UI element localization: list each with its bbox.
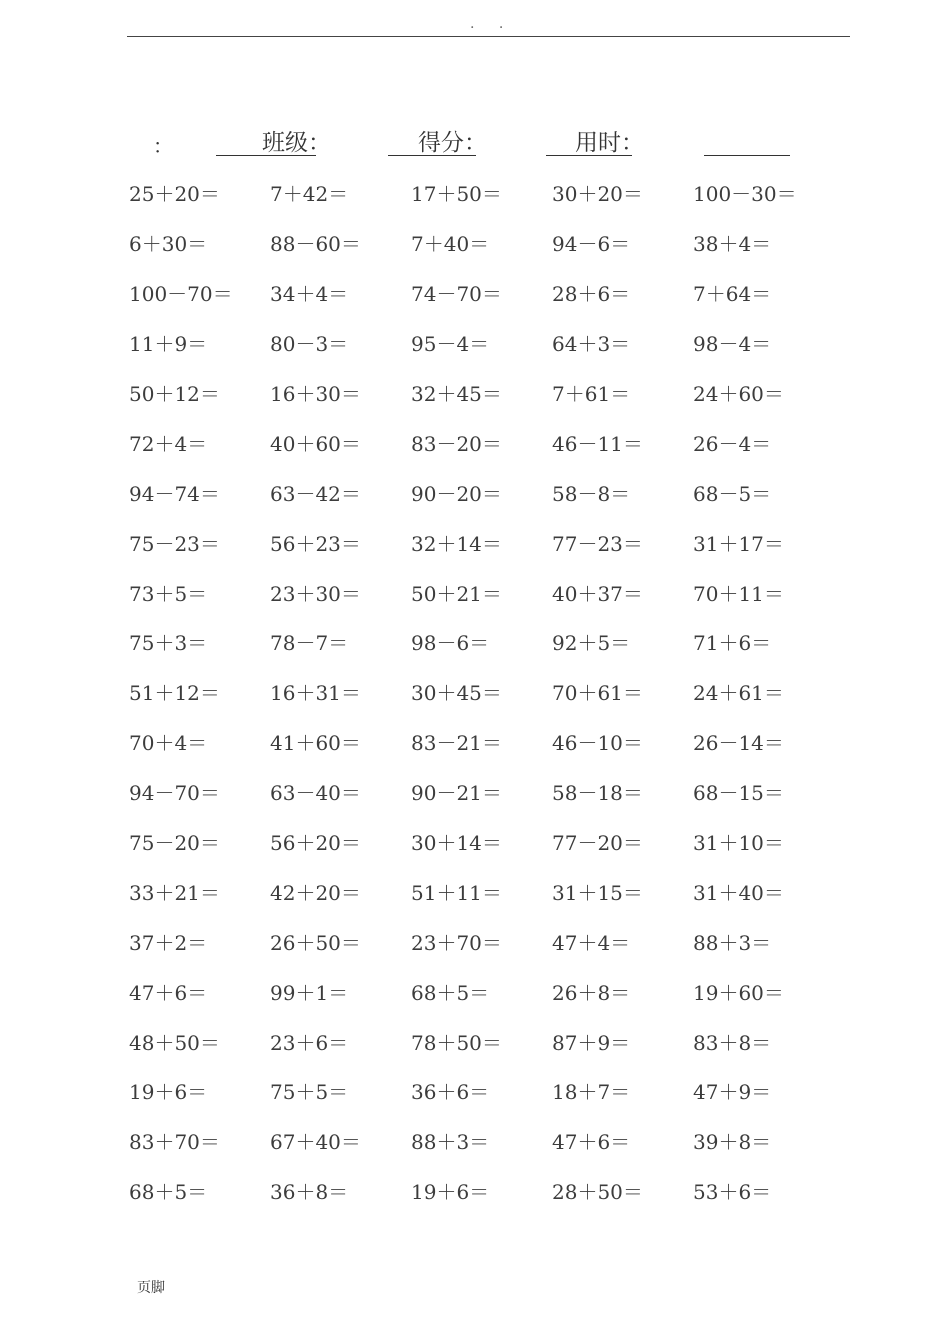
math-problem: 46－10＝ xyxy=(552,731,643,756)
header-dots: . . xyxy=(470,16,514,32)
math-problem: 80－3＝ xyxy=(270,332,349,357)
page-footer: 页脚 xyxy=(137,1280,165,1296)
math-problem: 94－70＝ xyxy=(129,781,220,806)
class-label: 班级： xyxy=(262,130,331,156)
math-problem: 36＋8＝ xyxy=(270,1180,349,1205)
math-problem: 38＋4＝ xyxy=(693,232,772,257)
math-problem: 7＋40＝ xyxy=(411,232,490,257)
math-problem: 28＋6＝ xyxy=(552,282,631,307)
math-problem: 87＋9＝ xyxy=(552,1030,631,1055)
math-problem: 7＋42＝ xyxy=(270,182,349,207)
math-problem: 18＋7＝ xyxy=(552,1080,631,1105)
math-problem: 24＋60＝ xyxy=(693,382,784,406)
problem-row xyxy=(129,218,849,268)
math-problem: 46－11＝ xyxy=(552,431,643,456)
math-problem: 50＋21＝ xyxy=(411,581,502,606)
math-problem: 58－18＝ xyxy=(552,781,643,806)
math-problem: 83＋8＝ xyxy=(693,1030,772,1055)
math-problem: 50＋12＝ xyxy=(129,382,220,406)
header-rule xyxy=(127,36,850,37)
math-problem: 68－5＝ xyxy=(693,481,772,506)
math-problem: 39＋8＝ xyxy=(693,1130,772,1155)
math-problem: 30＋45＝ xyxy=(411,681,502,706)
math-problem: 33＋21＝ xyxy=(129,880,220,905)
problem-row xyxy=(129,717,849,767)
problem-row xyxy=(129,417,849,467)
math-problem: 16＋31＝ xyxy=(270,681,361,706)
math-problem: 72＋4＝ xyxy=(129,431,208,456)
math-problem: 78＋50＝ xyxy=(411,1030,502,1055)
math-problem: 16＋30＝ xyxy=(270,382,361,406)
math-problem: 83＋70＝ xyxy=(129,1130,220,1155)
math-problem: 30＋14＝ xyxy=(411,831,502,856)
math-problem: 94－74＝ xyxy=(129,481,220,506)
math-problem: 41＋60＝ xyxy=(270,731,361,756)
problem-row xyxy=(129,168,849,218)
problem-row xyxy=(129,567,849,617)
math-problem: 26－14＝ xyxy=(693,731,784,756)
math-problem: 31＋10＝ xyxy=(693,831,784,856)
score-underline xyxy=(546,155,632,156)
math-problem: 6＋30＝ xyxy=(129,232,208,257)
time-underline xyxy=(704,155,790,156)
math-problem: 32＋14＝ xyxy=(411,531,502,556)
math-problem: 11＋9＝ xyxy=(129,332,208,357)
problem-row xyxy=(129,966,849,1016)
math-problem: 88－60＝ xyxy=(270,232,361,257)
problem-row xyxy=(129,866,849,916)
math-problem: 25＋20＝ xyxy=(129,182,220,207)
score-label: 得分： xyxy=(418,130,487,156)
math-problem: 83－20＝ xyxy=(411,431,502,456)
math-problem: 90－20＝ xyxy=(411,481,502,506)
math-problem: 74－70＝ xyxy=(411,282,502,307)
info-row xyxy=(0,124,950,164)
math-problem: 58－8＝ xyxy=(552,481,631,506)
math-problem: 47＋6＝ xyxy=(129,980,208,1005)
math-problem: 56＋20＝ xyxy=(270,831,361,856)
problem-row xyxy=(129,1166,849,1216)
math-problem: 75＋5＝ xyxy=(270,1080,349,1105)
math-problem: 88＋3＝ xyxy=(411,1130,490,1155)
math-problem: 51＋11＝ xyxy=(411,880,502,905)
class-underline xyxy=(388,155,476,156)
math-problem: 31＋40＝ xyxy=(693,880,784,905)
math-problem: 36＋6＝ xyxy=(411,1080,490,1105)
math-problem: 40＋37＝ xyxy=(552,581,643,606)
math-problem: 78－7＝ xyxy=(270,631,349,656)
math-problem: 90－21＝ xyxy=(411,781,502,806)
math-problem: 88＋3＝ xyxy=(693,930,772,955)
math-problem: 47＋6＝ xyxy=(552,1130,631,1155)
math-problem: 99＋1＝ xyxy=(270,980,349,1005)
math-problem: 83－21＝ xyxy=(411,731,502,756)
name-underline xyxy=(216,155,316,156)
math-problem: 95－4＝ xyxy=(411,332,490,357)
math-problem: 19＋6＝ xyxy=(411,1180,490,1205)
problem-row xyxy=(129,368,849,418)
problem-grid xyxy=(129,168,849,1216)
math-problem: 32＋45＝ xyxy=(411,382,502,406)
math-problem: 30＋20＝ xyxy=(552,182,643,207)
math-problem: 100－30＝ xyxy=(693,182,797,207)
math-problem: 63－42＝ xyxy=(270,481,361,506)
problem-row xyxy=(129,1016,849,1066)
problem-row xyxy=(129,916,849,966)
math-problem: 26＋8＝ xyxy=(552,980,631,1005)
math-problem: 70＋61＝ xyxy=(552,681,643,706)
problem-row xyxy=(129,667,849,717)
math-problem: 47＋9＝ xyxy=(693,1080,772,1105)
math-problem: 24＋61＝ xyxy=(693,681,784,706)
math-problem: 23＋6＝ xyxy=(270,1030,349,1055)
math-problem: 53＋6＝ xyxy=(693,1180,772,1205)
math-problem: 31＋17＝ xyxy=(693,531,784,556)
math-problem: 94－6＝ xyxy=(552,232,631,257)
math-problem: 92＋5＝ xyxy=(552,631,631,656)
name-colon: ： xyxy=(153,134,173,158)
math-problem: 40＋60＝ xyxy=(270,431,361,456)
math-problem: 26－4＝ xyxy=(693,431,772,456)
math-problem: 63－40＝ xyxy=(270,781,361,806)
problem-row xyxy=(129,767,849,817)
math-problem: 100－70＝ xyxy=(129,282,233,307)
problem-row xyxy=(129,268,849,318)
math-problem: 47＋4＝ xyxy=(552,930,631,955)
math-problem: 68－15＝ xyxy=(693,781,784,806)
problem-row xyxy=(129,318,849,368)
math-problem: 31＋15＝ xyxy=(552,880,643,905)
time-label: 用时： xyxy=(575,130,644,156)
math-problem: 68＋5＝ xyxy=(411,980,490,1005)
math-problem: 51＋12＝ xyxy=(129,681,220,706)
math-problem: 75－23＝ xyxy=(129,531,220,556)
math-problem: 19＋60＝ xyxy=(693,980,784,1005)
math-problem: 98－4＝ xyxy=(693,332,772,357)
math-problem: 26＋50＝ xyxy=(270,930,361,955)
math-problem: 77－23＝ xyxy=(552,531,643,556)
math-problem: 70＋4＝ xyxy=(129,731,208,756)
math-problem: 19＋6＝ xyxy=(129,1080,208,1105)
math-problem: 23＋30＝ xyxy=(270,581,361,606)
math-problem: 17＋50＝ xyxy=(411,182,502,207)
math-problem: 37＋2＝ xyxy=(129,930,208,955)
problem-row xyxy=(129,817,849,867)
problem-row xyxy=(129,1116,849,1166)
math-problem: 23＋70＝ xyxy=(411,930,502,955)
math-problem: 77－20＝ xyxy=(552,831,643,856)
problem-row xyxy=(129,517,849,567)
math-problem: 34＋4＝ xyxy=(270,282,349,307)
math-problem: 73＋5＝ xyxy=(129,581,208,606)
math-problem: 67＋40＝ xyxy=(270,1130,361,1155)
problem-row xyxy=(129,617,849,667)
math-problem: 7＋61＝ xyxy=(552,382,631,406)
math-problem: 7＋64＝ xyxy=(693,282,772,307)
math-problem: 68＋5＝ xyxy=(129,1180,208,1205)
math-problem: 71＋6＝ xyxy=(693,631,772,656)
math-problem: 42＋20＝ xyxy=(270,880,361,905)
math-problem: 64＋3＝ xyxy=(552,332,631,357)
math-problem: 48＋50＝ xyxy=(129,1030,220,1055)
math-problem: 75－20＝ xyxy=(129,831,220,856)
math-problem: 56＋23＝ xyxy=(270,531,361,556)
math-problem: 70＋11＝ xyxy=(693,581,784,606)
problem-row xyxy=(129,467,849,517)
math-problem: 28＋50＝ xyxy=(552,1180,643,1205)
math-problem: 98－6＝ xyxy=(411,631,490,656)
math-problem: 75＋3＝ xyxy=(129,631,208,656)
problem-row xyxy=(129,1066,849,1116)
